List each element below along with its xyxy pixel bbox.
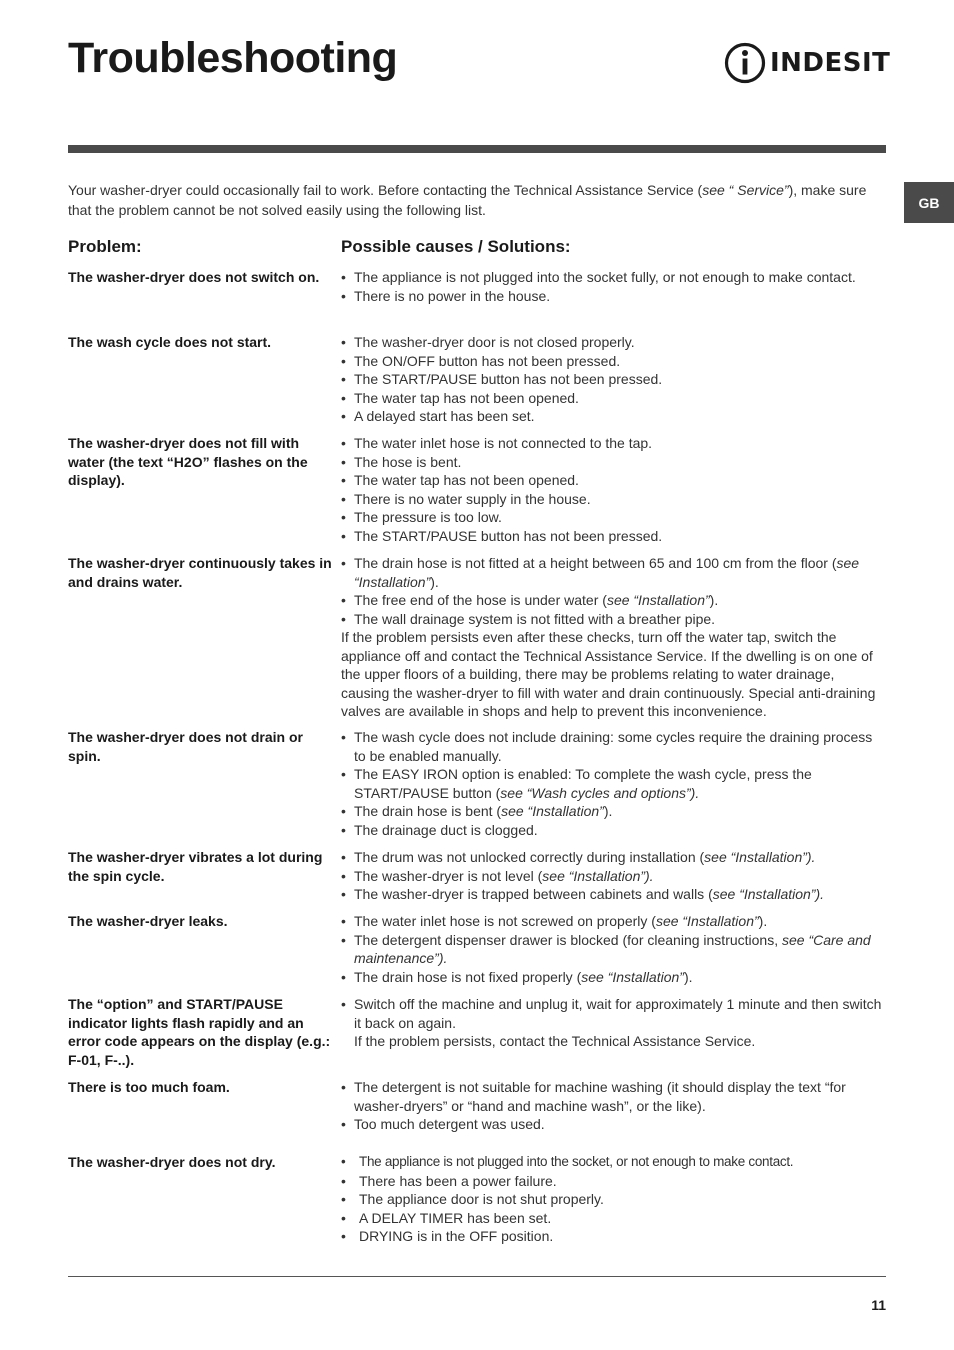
solution-item: • Too much detergent was used. bbox=[341, 1115, 886, 1134]
header-rule bbox=[68, 145, 886, 153]
solution-text: The washer-dryer is trapped between cabinets and walls ( bbox=[354, 886, 713, 902]
language-tab: GB bbox=[904, 182, 954, 223]
problem-text: There is too much foam. bbox=[68, 1079, 230, 1095]
solution-item: • The hose is bent. bbox=[341, 453, 886, 472]
solution-item bbox=[341, 867, 886, 886]
solution-item: • Switch off the machine and unplug it, wait for approximately 1 minute and then switch it back on again. bbox=[341, 995, 886, 1032]
solution-reference: see “Installation” bbox=[354, 555, 860, 590]
footer-rule bbox=[68, 1276, 886, 1277]
solutions-list bbox=[341, 995, 886, 1051]
solutions-list bbox=[341, 434, 886, 545]
page-number: 11 bbox=[871, 1297, 886, 1313]
solution-reference: see “Installation” bbox=[501, 803, 604, 819]
problem-column-heading: Problem: bbox=[68, 237, 142, 256]
indesit-logo-icon bbox=[724, 40, 766, 86]
solution-note: If the problem persists even after these checks, turn off the water tap, switch the appliance off and contact the Technical Assistance Service. If the dwelling is on one of the upper floors of a building, there may be problems relating to water drainage, causing the washer-dryer to fill with water and drain continuously. Special anti-draining valves are available in shops and help to prevent this inconvenience. bbox=[341, 629, 876, 719]
solution-item: • The wash cycle does not include draining: some cycles require the draining process to be enabled manually. bbox=[341, 728, 886, 765]
solution-reference: see “Installation”). bbox=[704, 849, 816, 865]
solution-item: • The detergent is not suitable for machine washing (it should display the text “for washer-dryers” or “hand and machine wash”, or the like). bbox=[341, 1078, 886, 1115]
solution-reference: see “Installation” bbox=[655, 913, 759, 929]
intro-reference: see “ Service” bbox=[702, 182, 789, 198]
solution-text: The EASY IRON option is enabled: To complete the wash cycle, press the START/PAUSE button ( bbox=[354, 766, 812, 801]
problem-text: The washer-dryer does not dry. bbox=[68, 1154, 276, 1170]
solution-item: • The START/PAUSE button has not been pressed. bbox=[341, 370, 886, 389]
solution-reference: see “Installation”). bbox=[712, 886, 825, 902]
solution-item: • The water tap has not been opened. bbox=[341, 389, 886, 408]
solutions-list bbox=[341, 1153, 886, 1246]
intro-paragraph bbox=[68, 180, 880, 220]
solution-item: • There has been a power failure. bbox=[341, 1172, 886, 1191]
problem-text: The washer-dryer does not fill with water (the text “H2O” flashes on the display). bbox=[68, 435, 308, 488]
solution-item: • A delayed start has been set. bbox=[341, 407, 886, 426]
solutions-list bbox=[341, 333, 886, 426]
solution-item: • The START/PAUSE button has not been pressed. bbox=[341, 527, 886, 546]
problem-text: The washer-dryer vibrates a lot during the spin cycle. bbox=[68, 849, 323, 884]
solutions-list bbox=[341, 728, 886, 839]
problem-text: The washer-dryer leaks. bbox=[68, 913, 228, 929]
solutions-list bbox=[341, 912, 886, 986]
solutions-column-heading: Possible causes / Solutions: bbox=[341, 237, 571, 256]
solution-item: • The water inlet hose is not connected to the tap. bbox=[341, 434, 886, 453]
indesit-logo bbox=[724, 40, 891, 86]
solution-item: • There is no water supply in the house. bbox=[341, 490, 886, 509]
solution-item: • DRYING is in the OFF position. bbox=[341, 1227, 886, 1246]
problem-text: The washer-dryer does not drain or spin. bbox=[68, 729, 303, 764]
solutions-list bbox=[341, 268, 886, 305]
solution-reference: see “Care and maintenance”). bbox=[354, 931, 871, 966]
solution-reference: see “Installation” bbox=[581, 968, 684, 985]
solution-text-end: ). bbox=[709, 592, 719, 608]
page-title: Troubleshooting bbox=[68, 34, 398, 82]
solution-text: The washer-dryer is not level ( bbox=[354, 867, 543, 884]
solution-text: The drain hose is not fitted at a height between 65 and 100 cm from the floor ( bbox=[354, 555, 837, 571]
solution-reference: see “Wash cycles and options”). bbox=[500, 784, 700, 801]
solution-text: The water inlet hose is not screwed on properly ( bbox=[354, 913, 656, 929]
solution-note: If the problem persists, contact the Technical Assistance Service. bbox=[354, 1033, 756, 1049]
solution-item: • The wall drainage system is not fitted with a breather pipe. bbox=[341, 610, 886, 629]
intro-text-end: ), make sure that the problem cannot be not solved easily using the following list. bbox=[68, 182, 867, 218]
solution-item bbox=[341, 912, 886, 931]
problem-text: The wash cycle does not start. bbox=[68, 334, 272, 350]
solution-text-end: ). bbox=[683, 968, 693, 985]
solution-item: • The pressure is too low. bbox=[341, 508, 886, 527]
solution-text-end: ). bbox=[758, 913, 768, 929]
solution-reference: see “Installation”). bbox=[542, 867, 654, 884]
solutions-list bbox=[341, 848, 886, 904]
solution-item: • The washer-dryer door is not closed properly. bbox=[341, 333, 886, 352]
problem-text: The washer-dryer continuously takes in and drains water. bbox=[68, 555, 332, 590]
solution-item bbox=[341, 591, 886, 610]
solution-item: • There is no power in the house. bbox=[341, 287, 886, 306]
solution-text-end: ). bbox=[430, 573, 439, 590]
solution-text-end: ). bbox=[603, 803, 613, 819]
solution-item: • The appliance door is not shut properly. bbox=[341, 1190, 886, 1209]
solution-item bbox=[341, 554, 886, 591]
problem-text: The washer-dryer does not switch on. bbox=[68, 269, 320, 285]
solution-item bbox=[341, 848, 886, 867]
solution-text: The detergent dispenser drawer is blocked (for cleaning instructions, bbox=[354, 931, 782, 948]
solution-item bbox=[341, 885, 886, 904]
solution-text: The drain hose is not fixed properly ( bbox=[354, 968, 582, 985]
solution-text: The drain hose is bent ( bbox=[354, 803, 502, 819]
solution-item bbox=[341, 931, 886, 968]
solution-reference: see “Installation” bbox=[606, 592, 710, 608]
solution-item bbox=[341, 968, 886, 987]
solution-item: • The drainage duct is clogged. bbox=[341, 821, 886, 840]
solution-text: The drum was not unlocked correctly during installation ( bbox=[354, 849, 705, 865]
solutions-list bbox=[341, 554, 886, 721]
logo-wordmark: INDESIT bbox=[770, 48, 891, 78]
solution-item bbox=[341, 765, 886, 802]
solution-item: • The ON/OFF button has not been pressed. bbox=[341, 352, 886, 371]
solution-item: • The appliance is not plugged into the socket fully, or not enough to make contact. bbox=[341, 268, 886, 287]
intro-text: Your washer-dryer could occasionally fail to work. Before contacting the Technical Assistance Service ( bbox=[68, 182, 703, 198]
solution-item: • A DELAY TIMER has been set. bbox=[341, 1209, 886, 1228]
solution-item: • The appliance is not plugged into the socket, or not enough to make contact. bbox=[341, 1153, 886, 1172]
solutions-list bbox=[341, 1078, 886, 1134]
solution-item bbox=[341, 802, 886, 821]
solution-text: The free end of the hose is under water ( bbox=[354, 592, 607, 608]
problem-text: The “option” and START/PAUSE indicator lights flash rapidly and an error code appears on the display (e.g.: F-01, F-..). bbox=[68, 996, 331, 1068]
solution-item: • The water tap has not been opened. bbox=[341, 471, 886, 490]
